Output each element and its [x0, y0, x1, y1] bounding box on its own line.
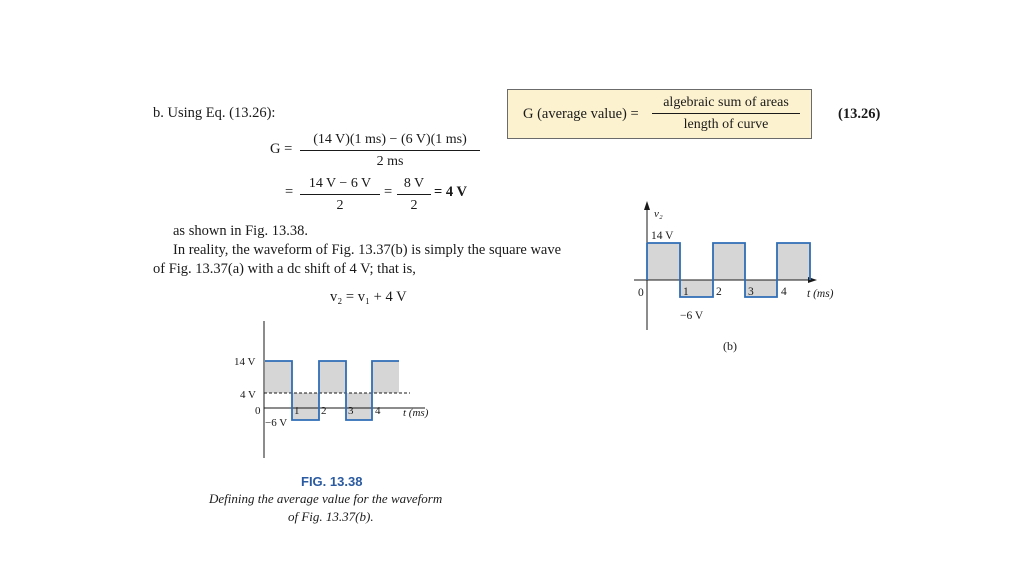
tick-label-1: 1 [683, 286, 689, 298]
figure-13-38-waveform [225, 318, 445, 463]
formula-numerator: algebraic sum of areas [652, 95, 800, 114]
tick-label-2: 2 [321, 405, 327, 417]
result: = 4 V [434, 184, 467, 200]
x-axis-label: t (ms) [807, 288, 834, 300]
g-lhs: G = [270, 141, 293, 157]
dc-level-label: 4 V [240, 389, 256, 401]
fraction-3 [397, 176, 431, 214]
body-line-2: In reality, the waveform of Fig. 13.37(b) is simply the square wave [173, 242, 562, 258]
fraction-3-numerator: 8 V [397, 176, 431, 195]
y-axis-arrow-icon [644, 201, 650, 210]
tick-label-2: 2 [716, 286, 722, 298]
tick-label-3: 3 [748, 286, 754, 298]
fraction-1 [300, 132, 480, 170]
high-level-label: 14 V [651, 230, 674, 242]
formula-fraction [652, 95, 800, 133]
part-b-label: b. Using Eq. (13.26): [153, 105, 276, 121]
figure-caption-line-1: Defining the average value for the waveform [209, 491, 443, 506]
low-level-label: −6 V [680, 310, 704, 322]
area-positive-2 [713, 243, 745, 280]
fraction-2-numerator: 14 V − 6 V [300, 176, 380, 195]
high-level-label: 14 V [234, 356, 256, 368]
origin-label: 0 [638, 287, 644, 299]
figure-caption-line-2: of Fig. 13.37(b). [288, 509, 374, 524]
equation-number: (13.26) [838, 106, 881, 122]
figure-b-waveform [620, 195, 860, 360]
area-positive-3 [777, 243, 810, 280]
dc-shift-equation: v₂ = v₁ + 4 V [330, 289, 407, 305]
fraction-2 [300, 176, 380, 214]
fraction-1-numerator: (14 V)(1 ms) − (6 V)(1 ms) [300, 132, 480, 151]
fraction-3-denominator: 2 [410, 198, 418, 213]
figure-b-caption: (b) [723, 339, 737, 353]
figure-caption-title: FIG. 13.38 [301, 474, 363, 489]
formula-lhs: G (average value) = [523, 106, 639, 122]
y-axis-label: v₂ [654, 208, 663, 220]
fraction-2-denominator: 2 [336, 198, 344, 213]
formula-denominator: length of curve [683, 117, 769, 132]
area-above-3 [372, 361, 399, 393]
body-line-1: as shown in Fig. 13.38. [173, 223, 308, 239]
tick-label-1: 1 [294, 405, 300, 417]
eq-sign-2: = [384, 184, 393, 200]
body-line-3: of Fig. 13.37(a) with a dc shift of 4 V; that is, [153, 261, 416, 277]
formula-box [507, 89, 812, 139]
eq-sign-1: = [285, 184, 294, 200]
low-level-label: −6 V [265, 417, 288, 429]
tick-label-3: 3 [348, 405, 354, 417]
origin-label: 0 [255, 405, 261, 417]
fraction-1-denominator: 2 ms [376, 154, 404, 169]
area-above-1 [265, 361, 292, 393]
tick-label-4: 4 [375, 405, 381, 417]
x-axis-label: t (ms) [403, 407, 429, 419]
tick-label-4: 4 [781, 286, 787, 298]
area-positive-1 [647, 243, 680, 280]
area-above-2 [319, 361, 346, 393]
